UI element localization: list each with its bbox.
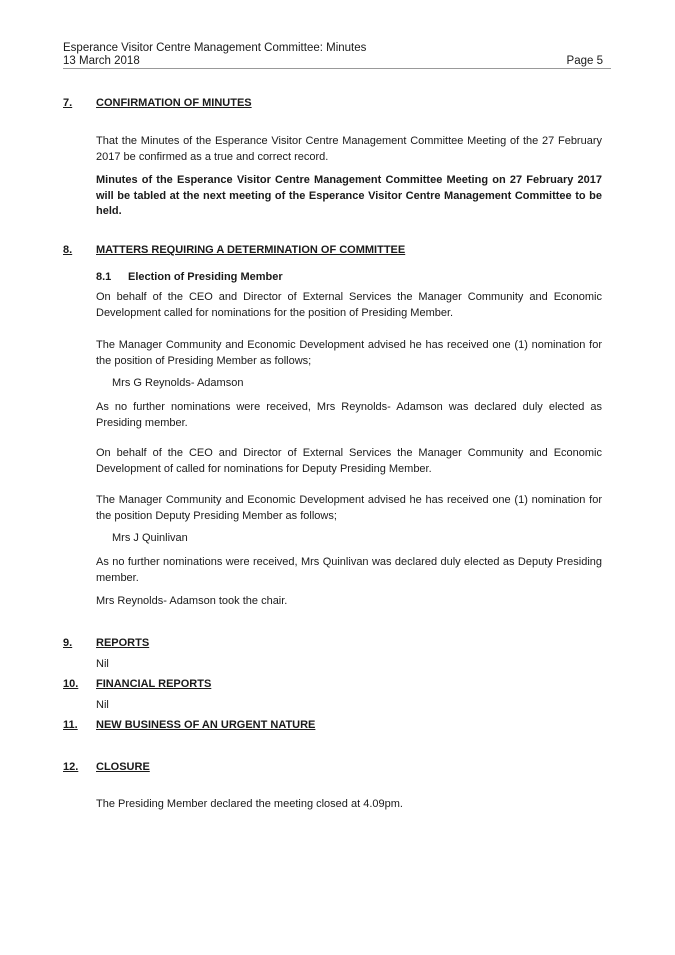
section-9-number: 9. <box>63 637 73 649</box>
section-10-title: FINANCIAL REPORTS <box>96 678 212 690</box>
section-8-number: 8. <box>63 244 73 256</box>
section-12-number: 12. <box>63 761 79 773</box>
section-8-paragraph-3: As no further nominations were received, Mrs Reynolds- Adamson was declared duly elected as Presiding member. <box>96 401 602 429</box>
section-8-paragraph-2: The Manager Community and Economic Development advised he has received one (1) nomination for the position of Presiding Member as follows; <box>96 339 602 367</box>
section-10-body: Nil <box>96 699 109 711</box>
subsection-8-1-number: 8.1 <box>96 271 112 283</box>
section-9-title: REPORTS <box>96 637 150 649</box>
document-header-title: Esperance Visitor Centre Management Committee: Minutes <box>63 42 367 54</box>
header-divider <box>63 68 611 69</box>
section-8-title: MATTERS REQUIRING A DETERMINATION OF COMMITTEE <box>96 244 406 256</box>
subsection-8-1-title: Election of Presiding Member <box>128 271 283 283</box>
nominee-deputy: Mrs J Quinlivan <box>112 532 188 544</box>
section-8-paragraph-4: On behalf of the CEO and Director of External Services the Manager Community and Economic Development of called for nominations for Deputy Presiding Member. <box>96 447 602 475</box>
section-12-body: The Presiding Member declared the meeting closed at 4.09pm. <box>96 798 403 810</box>
section-8-paragraph-1: On behalf of the CEO and Director of External Services the Manager Community and Economic Development called for nominations for the position of Presiding Member. <box>96 291 602 319</box>
page-number: Page 5 <box>566 55 603 67</box>
document-header-meta <box>63 54 603 68</box>
section-11-number: 11. <box>63 719 78 731</box>
section-8-paragraph-5: The Manager Community and Economic Development advised he has received one (1) nomination for the position Deputy Presiding Member as follows; <box>96 494 602 522</box>
section-12-title: CLOSURE <box>96 761 150 773</box>
section-10-number: 10. <box>63 678 79 690</box>
section-7-bold-note: Minutes of the Esperance Visitor Centre Management Committee Meeting on 27 February 2017 will be tabled at the next meeting of the Esperance Visitor Centre Management Committee to be held. <box>96 174 602 217</box>
section-8-paragraph-6: As no further nominations were received, Mrs Quinlivan was declared duly elected as Deputy Presiding member. <box>96 556 602 584</box>
section-11-title: NEW BUSINESS OF AN URGENT NATURE <box>96 719 316 731</box>
section-9-body: Nil <box>96 658 109 670</box>
section-7-number: 7. <box>63 97 73 109</box>
section-7-paragraph: That the Minutes of the Esperance Visitor Centre Management Committee Meeting of the 27 February 2017 be confirmed as a true and correct record. <box>96 135 602 163</box>
nominee-presiding: Mrs G Reynolds- Adamson <box>112 377 244 389</box>
section-8-paragraph-7: Mrs Reynolds- Adamson took the chair. <box>96 595 288 607</box>
section-7-title: CONFIRMATION OF MINUTES <box>96 97 252 109</box>
meeting-date: 13 March 2018 <box>63 55 140 67</box>
